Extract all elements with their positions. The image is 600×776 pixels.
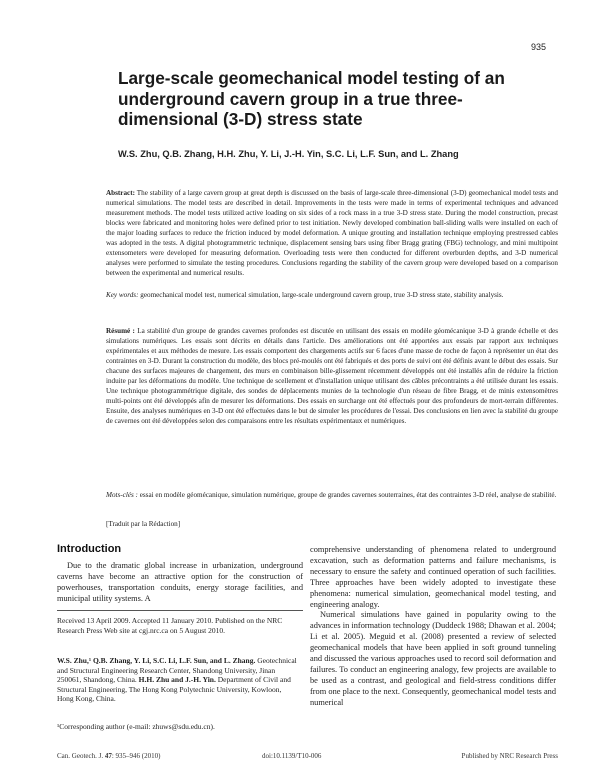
footer-citation xyxy=(57,752,160,760)
page-number: 935 xyxy=(530,42,546,52)
keywords-label: Key words: xyxy=(106,291,139,299)
resume-label: Résumé : xyxy=(106,327,135,335)
keywords xyxy=(106,290,558,300)
footer-doi: doi:10.1139/T10-006 xyxy=(262,752,322,760)
mots-cles-label: Mots-clés : xyxy=(106,491,138,499)
abstract-label: Abstract: xyxy=(106,189,135,197)
translation-note: [Traduit par la Rédaction] xyxy=(106,520,181,528)
affiliations xyxy=(57,656,297,704)
section-heading-introduction: Introduction xyxy=(57,543,122,555)
mots-cles-text: essai en modèle géomécanique, simulation numérique, groupe de grandes cavernes souterraines, état des contraintes 3-D réel, analyse de stabilité. xyxy=(139,491,557,499)
received-dates: Received 13 April 2009. Accepted 11 January 2010. Published on the NRC Research Press Web site at cgj.nrc.ca on 5 August 2010. xyxy=(57,616,283,635)
right-paragraph-2: Numerical simulations have gained in popularity owing to the advances in information technology (Duddeck 1988; Dhawan et al. 2004; Li et al. 2005). Meguid et al. (2008) presented a review of selected geomechanical models that have been applied in soft ground tunneling and discussed the various approaches used to record soil deformation and failures. To conduct an engineering analogy, few projects are available to be used as a contrast, and geological and field-stress conditions differ from one place to the next. Consequently, geomechanical model tests and numerical xyxy=(310,610,556,707)
abstract xyxy=(106,188,558,278)
author-list: W.S. Zhu, Q.B. Zhang, H.H. Zhu, Y. Li, J.-H. Yin, S.C. Li, L.F. Sun, and L. Zhang xyxy=(118,149,459,159)
affiliation-text-1: Geotechnical and Structural Engineering Research Center, Shandong University, Jinan 250061, Shandong, China. xyxy=(57,656,297,685)
affiliation-names-1: W.S. Zhu,¹ Q.B. Zhang, Y. Li, S.C. Li, L.F. Sun, and L. Zhang. xyxy=(57,656,256,665)
paper-title: Large-scale geomechanical model testing of an underground cavern group in a true three-dimensional (3-D) stress state xyxy=(118,68,505,129)
intro-paragraph: Due to the dramatic global increase in urbanization, underground caverns have become an attractive option for the construction of powerhouses, transportation conduits, energy storage facilities, and municipal utility systems. A xyxy=(57,561,303,603)
keywords-text: geomechanical model test, numerical simulation, large-scale underground cavern group, true 3-D stress state, stability analysis. xyxy=(140,291,504,299)
footer-pages: : 935–946 (2010) xyxy=(111,752,161,760)
footer-volume: 47 xyxy=(104,752,112,760)
resume xyxy=(106,326,558,426)
resume-text: La stabilité d'un groupe de grandes cavernes profondes est discutée en utilisant des essais en modèle géomécanique 3-D à grande échelle et des simulations numériques. Les essais sont décrits en détails dans l'article. Des améliorations ont été apportées aux essais par rapport aux techniques expérimentales et aux méthodes de mesure. Les essais comportent des chargements actifs sur 6 faces d'une masse de roche de façon à représenter un état des contraintes en 3-D. Durant la construction du modèle, des blocs pré-moulés ont été fabriqués et des ports de suivi ont été définis avant le début des essais. Sur chacune des surfaces majeures de chargement, des murs en combinaison bille-glissement récemment développés ont été installés afin de réduire la friction induite par les déformations du modèle. Une technique de scellement et d'installation unique utilisant des câbles précontraints a été utilisée durant les essais. Une technique photogrammétrique digitale, des sondes de déplacements munies de la technologie d'un réseau de fibre Bragg, et de minis extensomètres multi-points ont été développés afin de mesurer les déformations. Des essais en surcharge ont été effectués pour des profondeurs de mort-terrain différentes. Ensuite, des analyses numériques en 3-D ont été effectuées dans le but de simuler les procédures de l'essai. Des conclusions en lien avec la stabilité du groupe de cavernes ont été développées selon des comparaisons entre les résultats expérimentaux et numériques. xyxy=(106,327,558,425)
mots-cles xyxy=(106,490,558,500)
affiliation-names-2: H.H. Zhu and J.-H. Yin. xyxy=(138,675,216,685)
right-paragraph-1: comprehensive understanding of phenomena related to underground excavation, such as deformation patterns and failure mechanisms, is necessary to ensure the safety and continued operation of such facilities. Three approaches have been widely adopted to investigate these phenomena: numerical simulation, geomechanical model testing, and engineering analogy. xyxy=(310,545,556,609)
corresponding-author: ¹Corresponding author (e-mail: zhuws@sdu.edu.cn). xyxy=(57,722,215,731)
right-column xyxy=(310,545,556,709)
abstract-text: The stability of a large cavern group at great depth is discussed on the basis of large-scale three-dimensional (3-D) geomechanical model tests and numerical simulations. The model tests are described in detail. Improvements in the tests were made in terms of experimental techniques and advanced measurement methods. The model tests utilized active loading on six sides of a rock mass in a true 3-D stress state. During the model construction, precast blocks were fabricated and monitoring holes were defined prior to test initiation. Newly developed combination ball-sliding walls were installed on each of the major loading surfaces to reduce the friction induced by model deformation. A unique grouting and installation technique employing prestressed cables was adopted in the tests. A digital photogrammetric technique, displacement sensing bars using fiber Bragg grating (FBG) technology, and mini multipoint extensometers were developed for measuring deformation. Overloading tests were then conducted for different overburden depths, and 3-D numerical analyses were performed to simulate the testing procedures. Conclusions regarding the stability of the cavern group were developed based on a comparison between the experimental and numerical results. xyxy=(106,189,558,277)
footer-publisher: Published by NRC Research Press xyxy=(461,752,558,760)
affiliation-text-2: Department of Civil and Structural Engineering, The Hong Kong Polytechnic University, Kowloon, Hong Kong, China. xyxy=(57,675,291,704)
footer-journal: Can. Geotech. J. xyxy=(57,752,104,760)
